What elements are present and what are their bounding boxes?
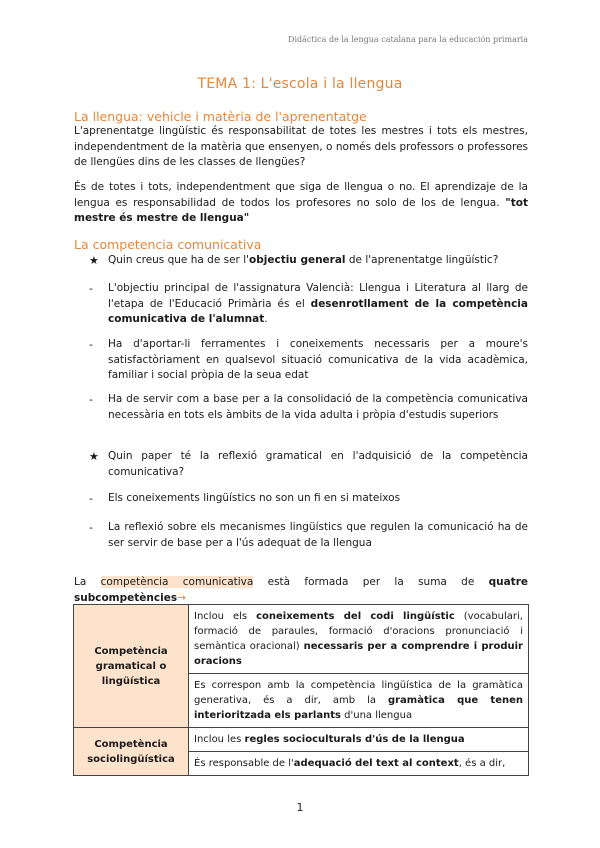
list-item-text: Ha de servir com a base per a la consolidació de la competència comunicativa necessària en tots els àmbits de la vida adulta i pròpia d'estudis superiors: [108, 393, 528, 421]
paragraph-answer: [74, 180, 528, 227]
question-text: Quin creus que ha de ser l'objectiu general de l'aprenentatge lingüístic?: [108, 254, 499, 266]
table-cell: Es correspon amb la competència lingüística de la gramàtica generativa, és a dir, amb la gramàtica que tenen interioritzada els parlants d'una llengua: [189, 674, 529, 728]
dash-bullet: -: [89, 338, 93, 351]
list-item: [89, 337, 528, 384]
answer-quote: "tot mestre és mestre de llengua": [74, 196, 528, 224]
row-heading-gramatical: Competència gramatical o lingüística: [74, 605, 189, 728]
table-cell: Inclou els coneixements del codi lingüístic (vocabulari, formació de paraules, formació d'oracions pronunciació i semàntica oracional) necessaris per a comprendre i produir oracions: [189, 605, 529, 674]
paragraph-question: L'aprenentatge lingüístic és responsabilitat de totes les mestres i tots els mestres, independentment de la matèria que ensenyen, o només dels professors o professores de llengües dins de les classes de llengües?: [74, 125, 528, 168]
star-bullet-icon: ★: [89, 450, 99, 463]
dash-bullet: -: [89, 492, 93, 505]
question-item: [89, 253, 528, 269]
table-cell: És responsable de l'adequació del text al context, és a dir,: [189, 752, 529, 776]
list-item: [89, 392, 528, 423]
table-row: [74, 605, 529, 674]
list-item-text: Els coneixements lingüístics no son un fi en si mateixos: [108, 492, 401, 504]
row-heading-sociolinguistica: Competència sociolingüística: [74, 728, 189, 776]
dash-bullet: -: [89, 282, 93, 295]
question-item: [89, 449, 528, 480]
dash-bullet: -: [89, 521, 93, 534]
competencies-table: [73, 604, 529, 776]
section-heading-llengua: La llengua: vehicle i matèria de l'aprenentatge: [74, 109, 367, 124]
dash-bullet: -: [89, 393, 93, 406]
list-item-text: L'objectiu principal de l'assignatura Valencià: Llengua i Literatura al llarg de l'etapa de l'Educació Primària és el desenrotllament de la competència comunicativa de l'alumnat.: [108, 282, 528, 325]
list-item: [89, 491, 528, 507]
answer-text: És de totes i tots, independentment que siga de llengua o no. El aprendizaje de la lengua es responsabilidad de todos los profesores no solo de los de lengua.: [74, 181, 528, 209]
table-cell: Inclou les regles socioculturals d'ús de la llengua: [189, 728, 529, 752]
question-text: Quin paper té la reflexió gramatical en l'adquisició de la competència comunicativa?: [108, 450, 528, 478]
running-header: Didáctica de la lengua catalana para la educación primaria: [288, 35, 528, 44]
table-row: [74, 728, 529, 752]
list-item: [89, 281, 528, 328]
summary-line: La competència comunicativa està formada per la suma de quatre subcompetències→: [74, 576, 528, 604]
star-bullet-icon: ★: [89, 254, 99, 267]
list-item-text: Ha d'aportar-li ferramentes i coneixements necessaris per a moure's satisfactòriament en qualsevol situació comunicativa de la vida acadèmica, familiar i social pròpia de la seua edat: [108, 338, 528, 381]
list-item-text: La reflexió sobre els mecanismes lingüístics que regulen la comunicació ha de ser servir de base per a l'ús adequat de la llengua: [108, 521, 528, 549]
list-item: [89, 520, 528, 551]
page-title: TEMA 1: L'escola i la llengua: [197, 76, 403, 92]
arrow-right-icon: →: [177, 591, 186, 604]
highlight-term: competència comunicativa: [100, 576, 254, 588]
section-heading-competencia: La competencia comunicativa: [74, 237, 262, 252]
page-number: 1: [296, 801, 304, 814]
